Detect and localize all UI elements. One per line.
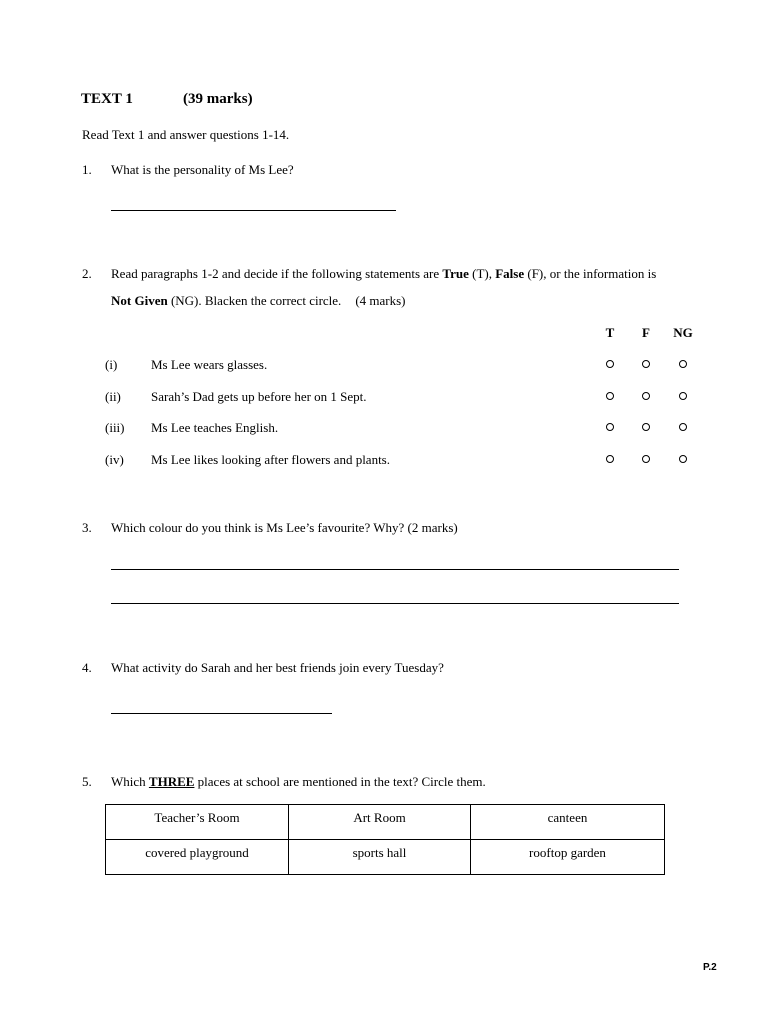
section-marks: (39 marks) <box>183 91 253 107</box>
statement-2-number: (ii) <box>105 389 121 404</box>
instructions: Read Text 1 and answer questions 1-14. <box>82 127 290 142</box>
places-row <box>106 805 665 840</box>
q2-true-word: True <box>442 266 469 281</box>
place-option-art-room[interactable]: Art Room <box>289 805 471 840</box>
q2-false-word: False <box>495 266 525 281</box>
q2-line-2 <box>111 293 406 309</box>
col-header-not-given: NG <box>673 325 693 340</box>
q5-text-post: places at school are mentioned in the text? Circle them. <box>194 774 486 789</box>
q5-text-pre: Which <box>111 774 149 789</box>
section-title: TEXT 1 <box>81 91 133 107</box>
col-header-false: F <box>642 325 650 340</box>
q2-line-2-rest: (NG). Blacken the correct circle. <box>167 293 342 308</box>
statement-4-not-given-circle[interactable] <box>679 455 687 463</box>
q4-text: What activity do Sarah and her best friends join every Tuesday? <box>111 660 444 675</box>
page-number: P.2 <box>703 962 717 973</box>
statement-4-number: (iv) <box>105 452 124 467</box>
q2-line-1 <box>111 266 656 282</box>
q4-answer-line[interactable] <box>111 713 332 714</box>
statement-3-false-circle[interactable] <box>642 423 650 431</box>
q3-answer-line-2[interactable] <box>111 603 679 604</box>
q2-true-abbr: (T), <box>468 266 496 281</box>
q3-number: 3. <box>82 520 92 535</box>
statement-3-number: (iii) <box>105 420 125 435</box>
q2-not-given-word: Not Given <box>111 293 168 308</box>
statement-3-true-circle[interactable] <box>606 423 614 431</box>
q2-marks: (4 marks) <box>355 293 406 308</box>
q2-false-abbr: (F), or the information is <box>524 266 657 281</box>
statement-1-true-circle[interactable] <box>606 360 614 368</box>
places-table <box>105 804 665 875</box>
statement-3-text: Ms Lee teaches English. <box>151 420 279 435</box>
statement-3-not-given-circle[interactable] <box>679 423 687 431</box>
places-row <box>106 840 665 875</box>
statement-1-not-given-circle[interactable] <box>679 360 687 368</box>
statement-2-false-circle[interactable] <box>642 392 650 400</box>
place-option-covered-playground[interactable]: covered playground <box>106 840 289 875</box>
q5-number: 5. <box>82 774 92 789</box>
statement-4-false-circle[interactable] <box>642 455 650 463</box>
q2-number: 2. <box>82 266 92 281</box>
statement-1-number: (i) <box>105 357 118 372</box>
col-header-true: T <box>605 325 615 340</box>
place-option-rooftop-garden[interactable]: rooftop garden <box>471 840 665 875</box>
q3-answer-line-1[interactable] <box>111 569 679 570</box>
statement-1-text: Ms Lee wears glasses. <box>151 357 268 372</box>
statement-4-text: Ms Lee likes looking after flowers and plants. <box>151 452 390 467</box>
q3-text: Which colour do you think is Ms Lee’s favourite? Why? (2 marks) <box>111 520 458 535</box>
place-option-sports-hall[interactable]: sports hall <box>289 840 471 875</box>
q1-answer-line[interactable] <box>111 210 396 211</box>
statement-4-true-circle[interactable] <box>606 455 614 463</box>
q2-line-1-intro: Read paragraphs 1-2 and decide if the following statements are <box>111 266 443 281</box>
statement-2-true-circle[interactable] <box>606 392 614 400</box>
q5-text <box>111 774 486 790</box>
place-option-teachers-room[interactable]: Teacher’s Room <box>106 805 289 840</box>
place-option-canteen[interactable]: canteen <box>471 805 665 840</box>
statement-2-not-given-circle[interactable] <box>679 392 687 400</box>
q1-text: What is the personality of Ms Lee? <box>111 162 294 177</box>
q5-emphasis: THREE <box>148 774 195 789</box>
statement-1-false-circle[interactable] <box>642 360 650 368</box>
q1-number: 1. <box>82 162 92 177</box>
statement-2-text: Sarah’s Dad gets up before her on 1 Sept. <box>151 389 367 404</box>
q4-number: 4. <box>82 660 92 675</box>
